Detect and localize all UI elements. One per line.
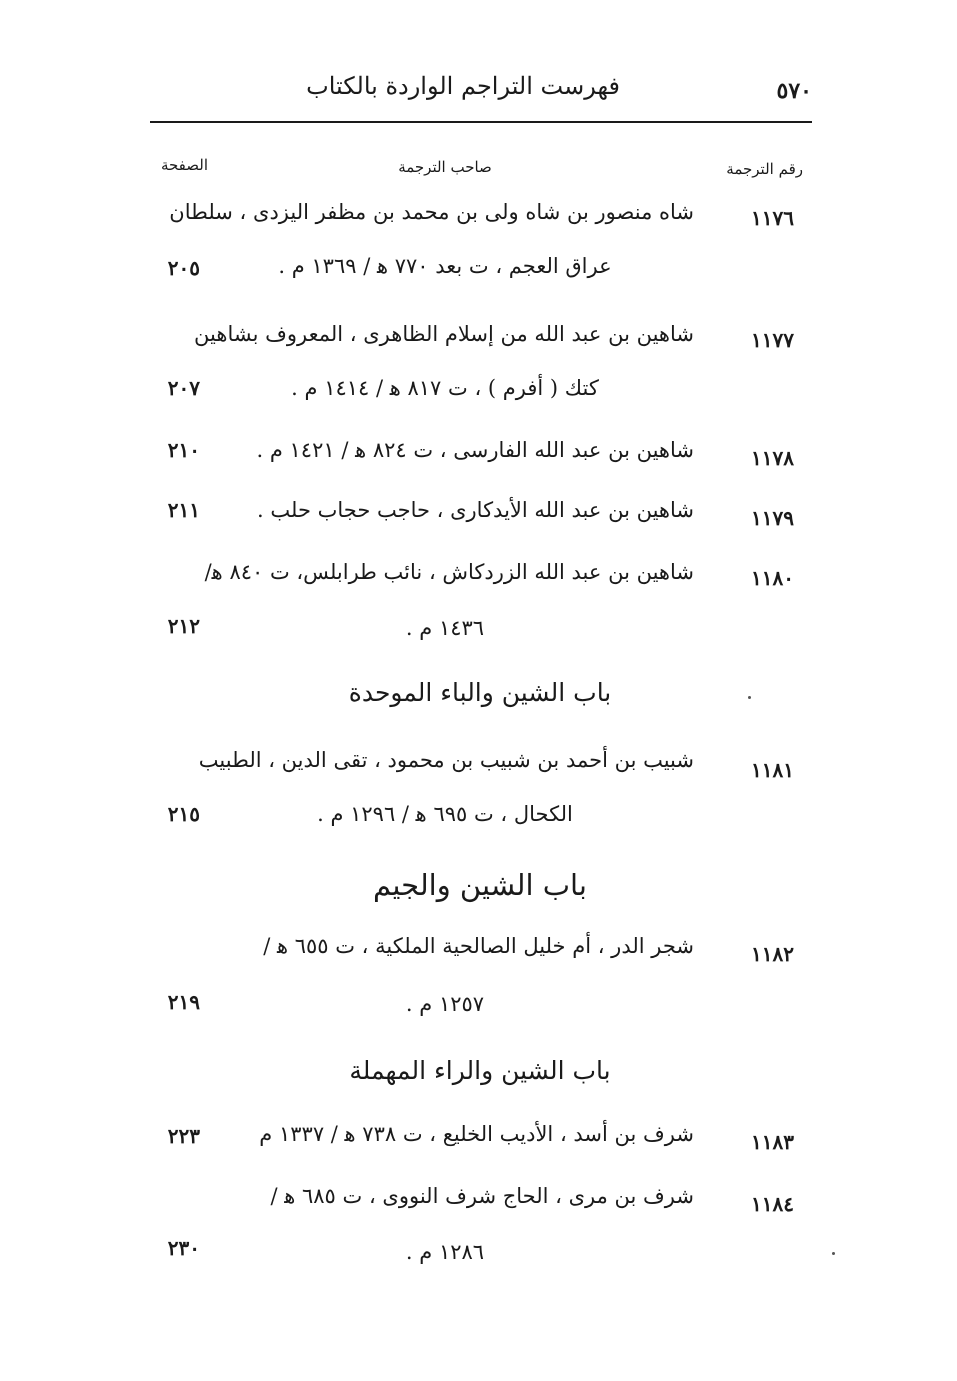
entry-page: ٢١٩ [167,990,200,1014]
section-heading: باب الشين والجيم [373,868,587,902]
page-number: ٥٧٠ [776,78,812,104]
entry-number: ١١٨٤ [751,1192,794,1216]
print-speck [748,696,751,699]
entry-page: ٢١١ [167,498,200,522]
entry-text-continued: ١٢٥٧ م . [405,992,485,1016]
entry-page: ٢١٠ [167,438,200,462]
entry-number: ١١٨٢ [751,942,794,966]
entry-page: ٢٠٧ [167,376,200,400]
column-header-name: صاحب الترجمة [398,158,492,176]
entry-number: ١١٨٠ [751,566,794,590]
section-heading: باب الشين والباء الموحدة [348,678,612,707]
column-header-page: الصفحة [160,156,208,174]
entry-page: ٢٠٥ [167,256,200,280]
entry-text-continued: عراق العجم ، ت بعد ٧٧٠ ﻫ / ١٣٦٩ م . [278,254,612,278]
entry-text: شاه منصور بن شاه ولى بن محمد بن مظفر اليزدى ، سلطان [169,200,694,224]
entry-text: شرف بن أسد ، الأديب الخليع ، ت ٧٣٨ ﻫ / ١٣٣٧ م [259,1122,694,1146]
entry-text-continued: ١٢٨٦ م . [405,1240,485,1264]
entry-page: ٢١٥ [167,802,200,826]
entry-number: ١١٧٧ [751,328,794,352]
entry-number: ١١٨٣ [751,1130,794,1154]
entry-text: شبيب بن أحمد بن شبيب بن محمود ، تقى الدين ، الطبيب [198,748,694,772]
entry-page: ٢١٢ [167,614,200,638]
entry-page: ٢٣٠ [167,1236,200,1260]
print-speck [832,1252,835,1255]
section-heading: باب الشين والراء المهملة [349,1056,611,1085]
entry-text: شاهين بن عبد الله الزردكاش ، نائب طرابلس، ت ٨٤٠ ﻫ/ [204,560,694,584]
entry-number: ١١٨١ [751,758,794,782]
entry-page: ٢٢٣ [167,1124,200,1148]
entry-text: شاهين بن عبد الله الأيدكارى ، حاجب حجاب حلب . [257,498,694,522]
entry-text: شاهين بن عبد الله الفارسى ، ت ٨٢٤ ﻫ / ١٤٢١ م . [256,438,694,462]
header-rule [150,121,812,123]
entry-text-continued: ١٤٣٦ م . [405,616,485,640]
entry-text: شجر الدر ، أم خليل الصالحية الملكية ، ت ٦٥٥ ﻫ / [263,934,694,958]
entry-text-continued: الكحال ، ت ٦٩٥ ﻫ / ١٢٩٦ م . [317,802,573,826]
entry-number: ١١٧٨ [751,446,794,470]
column-header-number: رقم الترجمة [726,160,803,178]
page-title: فهرست التراجم الواردة بالكتاب [306,72,620,100]
entry-number: ١١٧٩ [751,506,794,530]
entry-text: شاهين بن عبد الله من إسلام الظاهرى ، المعروف بشاهين [194,322,694,346]
entry-number: ١١٧٦ [751,206,794,230]
entry-text: شرف بن مرى ، الحاج شرف النووى ، ت ٦٨٥ ﻫ / [270,1184,694,1208]
entry-text-continued: كتك ( أفرم ) ، ت ٨١٧ ﻫ / ١٤١٤ م . [291,376,599,400]
